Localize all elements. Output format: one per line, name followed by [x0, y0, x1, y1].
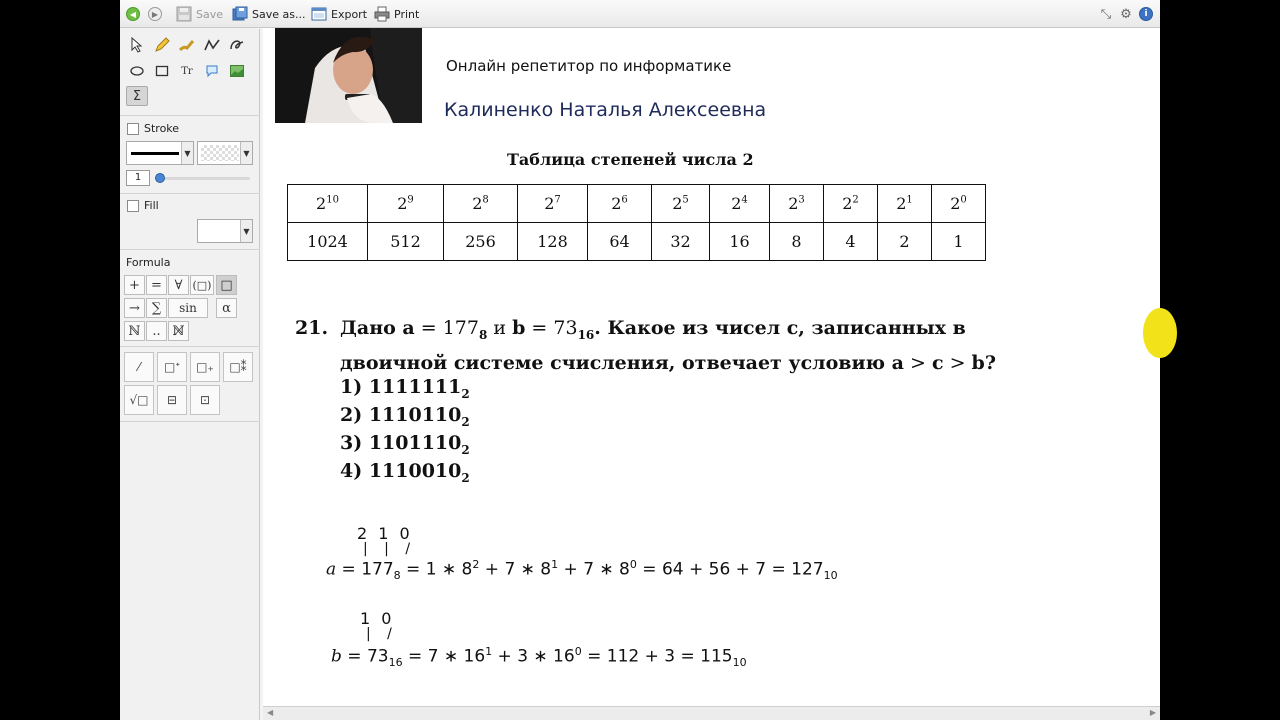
- save-as-icon: [232, 6, 248, 22]
- save-as-button[interactable]: [232, 4, 305, 24]
- stroke-color-select[interactable]: [197, 141, 253, 165]
- info-button[interactable]: [1138, 5, 1154, 23]
- slider-handle[interactable]: [155, 173, 165, 183]
- power-header-cell: $2^7$: [518, 185, 588, 223]
- equals-operator-button[interactable]: =: [146, 275, 167, 295]
- image-tool[interactable]: [226, 61, 248, 81]
- value-row: [288, 223, 986, 261]
- functions-button[interactable]: sin: [168, 298, 208, 318]
- save-button[interactable]: [176, 4, 223, 24]
- save-as-label: Save as...: [252, 7, 306, 21]
- sub-superscript-template-button[interactable]: [223, 352, 253, 382]
- power-value-cell: 4: [824, 223, 878, 261]
- fraction-template-button[interactable]: [124, 352, 154, 382]
- callout-tool[interactable]: [201, 61, 223, 81]
- over-under-icon: ⊟: [166, 393, 178, 407]
- export-button[interactable]: [311, 4, 367, 24]
- formula-label: Formula: [126, 256, 171, 269]
- document-canvas[interactable]: [263, 28, 1160, 706]
- divider: [120, 249, 260, 250]
- speech-bubble-icon: [205, 64, 219, 78]
- export-label: Export: [331, 7, 368, 21]
- printer-icon: [374, 6, 390, 22]
- power-value-cell: 1024: [288, 223, 368, 261]
- divider: [120, 421, 260, 422]
- power-value-cell: 128: [518, 223, 588, 261]
- divider: [120, 193, 260, 194]
- stroke-width-slider[interactable]: [156, 177, 250, 180]
- dots-button[interactable]: ..: [146, 321, 167, 341]
- toolbar: [120, 0, 1160, 28]
- curve-tool[interactable]: [226, 35, 248, 55]
- print-button[interactable]: [374, 4, 419, 24]
- rectangle-tool[interactable]: [151, 61, 173, 81]
- transparent-swatch: [201, 145, 239, 161]
- scroll-right-icon[interactable]: ▶: [1149, 708, 1156, 717]
- ellipse-icon: [130, 66, 144, 76]
- power-header-cell: $2^2$: [824, 185, 878, 223]
- position-marks-a: | | /: [363, 541, 417, 557]
- editor-window: [120, 0, 1160, 720]
- power-header-cell: $2^1$: [878, 185, 932, 223]
- answer-option-3: 3) $1101110_2$: [340, 432, 470, 457]
- power-header-cell: $2^3$: [770, 185, 824, 223]
- under-icon: ⊡: [199, 393, 211, 407]
- pencil-tool[interactable]: [151, 35, 173, 55]
- answer-option-4: 4) $1110010_2$: [340, 460, 470, 485]
- negation-button[interactable]: ℕ̸: [168, 321, 189, 341]
- author-photo: [275, 28, 422, 123]
- power-header-cell: $2^0$: [932, 185, 986, 223]
- chevron-down-icon: ▼: [240, 142, 252, 164]
- position-marks-b: | /: [366, 626, 398, 642]
- exponent-row: [288, 185, 986, 223]
- solid-line-preview: [131, 152, 179, 155]
- number-sets-button[interactable]: ℕ: [124, 321, 145, 341]
- tool-panel: [120, 29, 260, 720]
- cursor-highlight: [1143, 308, 1177, 358]
- fill-color-select[interactable]: [197, 219, 253, 243]
- author-name: Калиненко Наталья Алексеевна: [444, 99, 767, 121]
- power-header-cell: $2^9$: [368, 185, 444, 223]
- forward-button[interactable]: [148, 4, 162, 24]
- portrait-image: [275, 28, 422, 123]
- formula-b: $b = 73_{16} = 7$ ∗ $16^1 + 3$ ∗ $16^0 = 112 + 3 = 115_{10}$: [331, 645, 747, 670]
- text-tool[interactable]: [176, 61, 198, 81]
- brush-icon: [179, 37, 195, 53]
- forward-arrow-icon: ▶: [148, 7, 162, 21]
- arrow-button[interactable]: →: [124, 298, 145, 318]
- save-label: Save: [196, 7, 224, 21]
- horizontal-scrollbar[interactable]: [263, 706, 1160, 720]
- back-button[interactable]: [126, 4, 140, 24]
- pointer-icon: [130, 37, 144, 53]
- power-header-cell: $2^8$: [444, 185, 518, 223]
- over-template-button[interactable]: [157, 385, 187, 415]
- fill-checkbox[interactable]: [127, 200, 139, 212]
- divider: [120, 346, 260, 347]
- digit-positions-a: 2 1 0: [357, 524, 413, 543]
- divider: [120, 115, 260, 116]
- sqrt-template-button[interactable]: [124, 385, 154, 415]
- stroke-label: Stroke: [144, 122, 180, 135]
- floppy-icon: [176, 6, 192, 22]
- sub-superscript-icon: □⁑: [229, 360, 247, 374]
- print-label: Print: [394, 7, 420, 21]
- formula-a: $a = 177_8 = 1$ ∗ $8^2 + 7$ ∗ $8^1 + 7$ ∗ $8^0 = 64 + 56 + 7 = 127_{10}$: [326, 558, 838, 583]
- stroke-width-input[interactable]: 1: [126, 170, 150, 186]
- fill-label: Fill: [144, 199, 159, 212]
- image-icon: [230, 65, 244, 77]
- superscript-icon: □ᐩ: [163, 360, 180, 374]
- power-value-cell: 32: [652, 223, 710, 261]
- power-value-cell: 2: [878, 223, 932, 261]
- answer-option-1: 1) $1111111_2$: [340, 376, 470, 401]
- stroke-style-select[interactable]: [126, 141, 194, 165]
- powers-table: [287, 184, 986, 261]
- select-tool[interactable]: [126, 35, 148, 55]
- polyline-icon: [204, 38, 220, 52]
- info-icon: i: [1139, 7, 1153, 21]
- power-header-cell: $2^5$: [652, 185, 710, 223]
- box-button[interactable]: □: [216, 275, 237, 295]
- task-number: 21.: [295, 317, 329, 339]
- subscript-icon: □₊: [196, 360, 214, 374]
- table-title: Таблица степеней числа 2: [507, 150, 754, 169]
- power-header-cell: $2^{10}$: [288, 185, 368, 223]
- text-tool-label: Tr: [181, 65, 193, 77]
- greek-button[interactable]: α: [216, 298, 237, 318]
- formula-tool[interactable]: [126, 86, 148, 106]
- curve-icon: [229, 37, 245, 53]
- back-arrow-icon: ◀: [126, 7, 140, 21]
- power-value-cell: 16: [710, 223, 770, 261]
- sigma-icon: Σ: [132, 88, 142, 104]
- pencil-icon: [154, 37, 170, 53]
- task-text: Дано $a = 177_8$ и $b = 73_{16}$. Какое из чисел c, записанных в двоичной системе счисления, отвечает условию a > c > b?: [340, 317, 996, 374]
- stroke-checkbox[interactable]: [127, 123, 139, 135]
- chevron-down-icon: ▼: [240, 220, 252, 242]
- power-value-cell: 8: [770, 223, 824, 261]
- power-value-cell: 256: [444, 223, 518, 261]
- under-template-button[interactable]: [190, 385, 220, 415]
- plus-operator-button[interactable]: +: [124, 275, 145, 295]
- polyline-tool[interactable]: [201, 35, 223, 55]
- fullscreen-icon[interactable]: ⤡: [1100, 6, 1112, 22]
- brush-tool[interactable]: [176, 35, 198, 55]
- export-icon: [311, 6, 327, 22]
- power-value-cell: 1: [932, 223, 986, 261]
- subscript-template-button[interactable]: [190, 352, 220, 382]
- answer-option-2: 2) $1110110_2$: [340, 404, 470, 429]
- power-header-cell: $2^6$: [588, 185, 652, 223]
- superscript-template-button[interactable]: [157, 352, 187, 382]
- forall-button[interactable]: ∀: [168, 275, 189, 295]
- rectangle-icon: [155, 65, 169, 77]
- power-value-cell: 64: [588, 223, 652, 261]
- scroll-left-icon[interactable]: ◀: [267, 708, 274, 717]
- gear-icon[interactable]: ⚙: [1120, 6, 1132, 22]
- sum-button[interactable]: ∑: [146, 298, 167, 318]
- fraction-icon: ⁄: [137, 360, 140, 374]
- power-value-cell: 512: [368, 223, 444, 261]
- brackets-button[interactable]: (□): [190, 275, 214, 295]
- ellipse-tool[interactable]: [126, 61, 148, 81]
- power-header-cell: $2^4$: [710, 185, 770, 223]
- digit-positions-b: 1 0: [360, 609, 395, 628]
- chevron-down-icon: ▼: [181, 142, 193, 164]
- sqrt-icon: √□: [129, 393, 149, 407]
- subtitle: Онлайн репетитор по информатике: [446, 57, 732, 75]
